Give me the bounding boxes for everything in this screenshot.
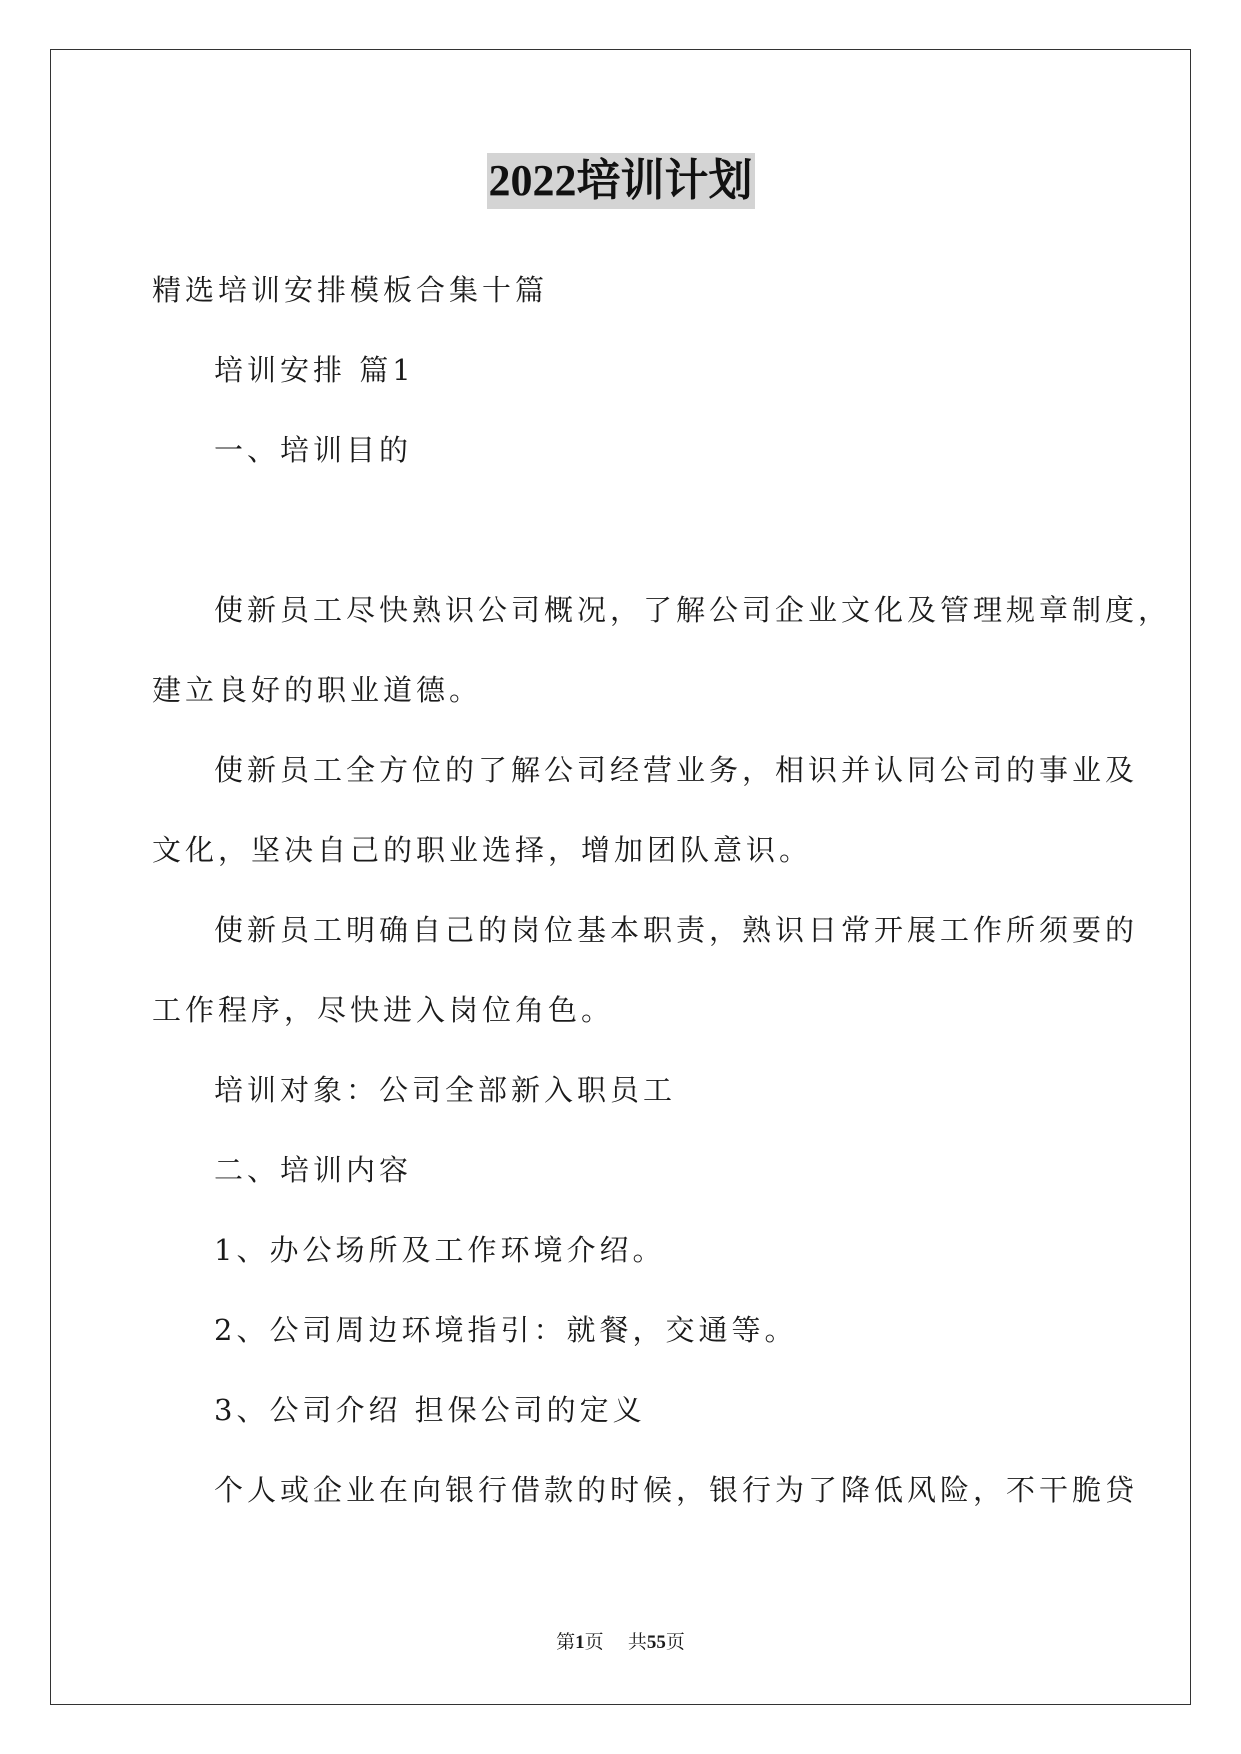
paragraph-line: 使新员工尽快熟识公司概况，了解公司企业文化及管理规章制度， [214, 593, 1172, 627]
page-footer [0, 1630, 1241, 1655]
section-heading: 培训安排 篇1 [214, 353, 415, 387]
paragraph-line: 工作程序，尽快进入岗位角色。 [152, 993, 615, 1027]
total-pages: 55 [646, 1632, 666, 1653]
paragraph-line: 文化，坚决自己的职业选择，增加团队意识。 [152, 833, 813, 867]
paragraph-line: 使新员工明确自己的岗位基本职责，熟识日常开展工作所须要的 [214, 913, 1139, 947]
section-heading: 一、培训目的 [214, 433, 413, 467]
paragraph-line: 使新员工全方位的了解公司经营业务，相识并认同公司的事业及 [214, 753, 1139, 787]
list-item: 1、办公场所及工作环境介绍。 [214, 1233, 666, 1267]
page-prefix: 第 [556, 1631, 576, 1653]
paragraph-line: 培训对象：公司全部新入职员工 [214, 1073, 677, 1107]
page-suffix: 页 [584, 1631, 604, 1653]
paragraph-line: 建立良好的职业道德。 [152, 673, 483, 707]
document-title: 2022培训计划 [487, 153, 755, 209]
total-suffix: 页 [665, 1631, 685, 1653]
page-number: 1 [575, 1632, 585, 1653]
paragraph-line: 个人或企业在向银行借款的时候，银行为了降低风险，不干脆贷 [214, 1473, 1139, 1507]
total-prefix: 共 [627, 1631, 647, 1653]
list-item: 2、公司周边环境指引：就餐，交通等。 [214, 1313, 798, 1347]
document-subtitle: 精选培训安排模板合集十篇 [152, 273, 549, 307]
title-container [0, 153, 1241, 209]
list-item: 3、公司介绍 担保公司的定义 [214, 1393, 646, 1427]
section-heading: 二、培训内容 [214, 1153, 413, 1187]
